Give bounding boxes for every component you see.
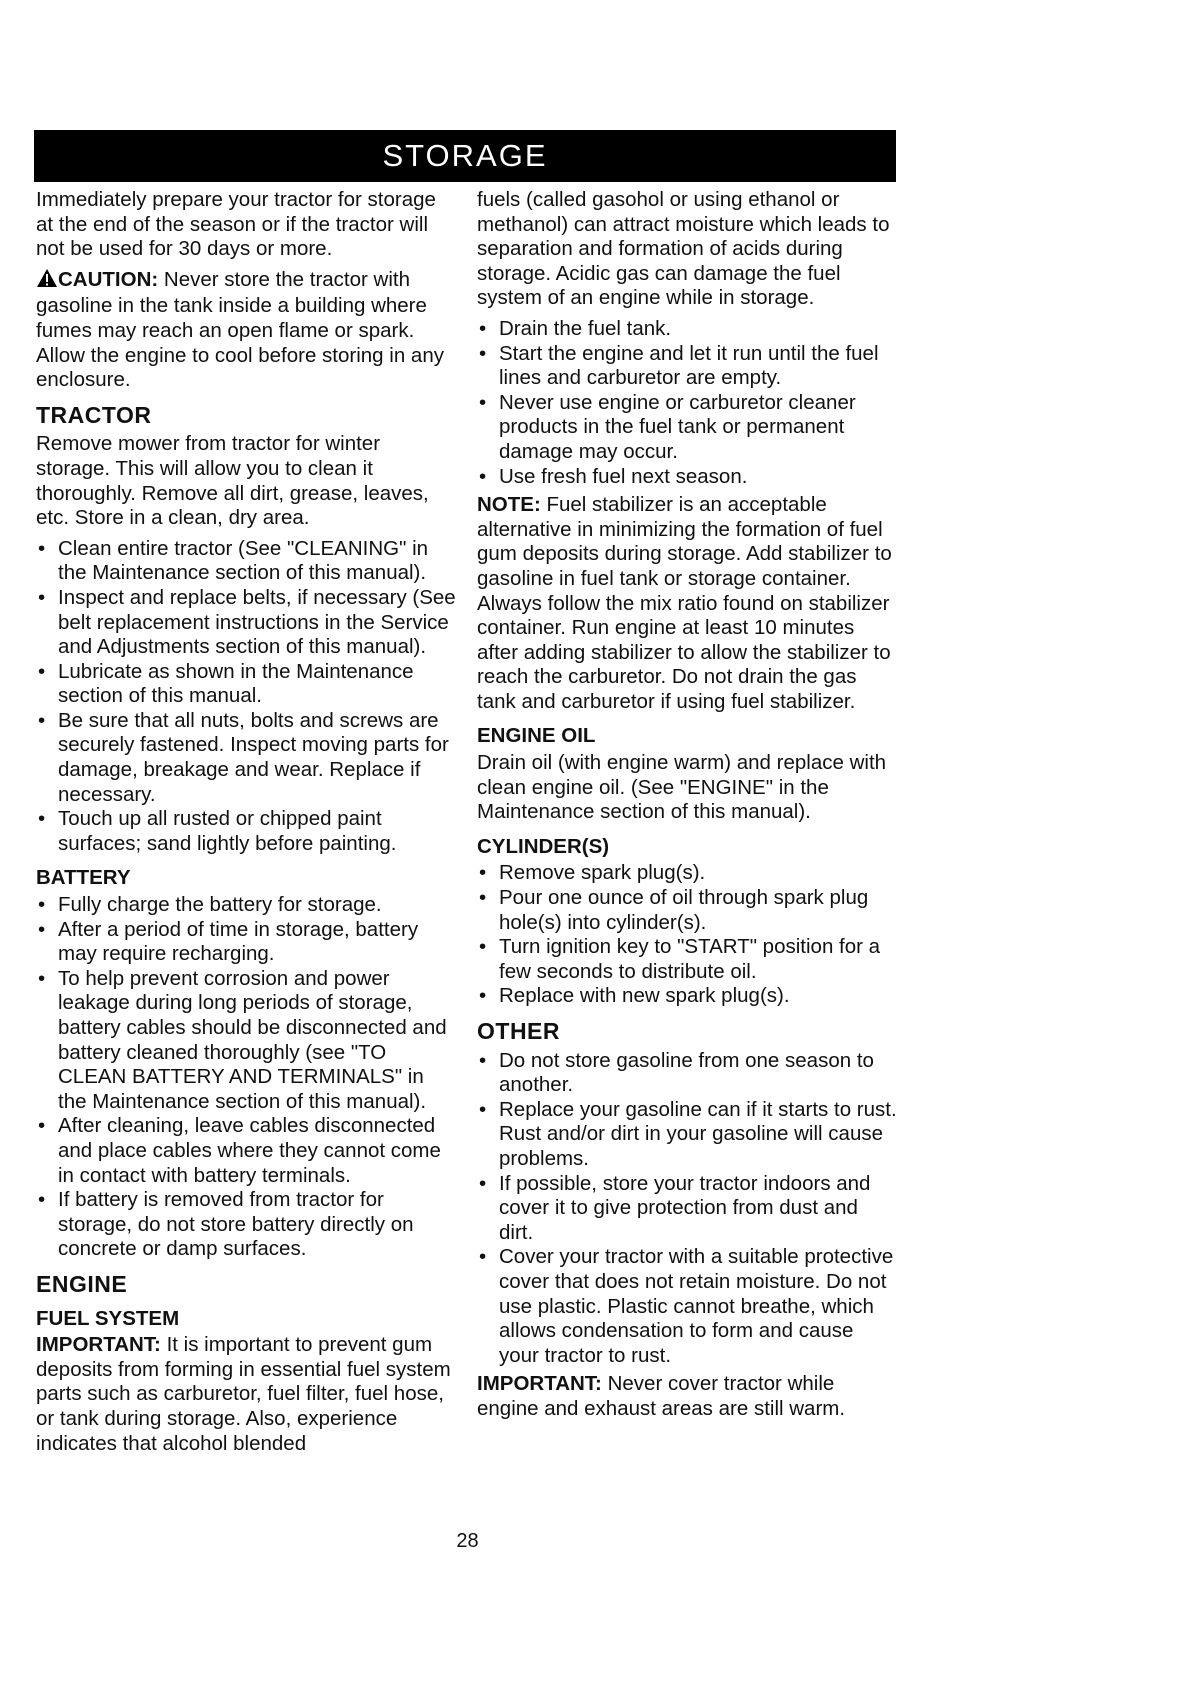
cylinders-list bbox=[477, 861, 897, 1009]
list-item: • Lubricate as shown in the Maintenance section of this manual. bbox=[36, 660, 456, 709]
right-column bbox=[477, 188, 897, 1428]
fuel-system-continued: fuels (called gasohol or using ethanol or methanol) can attract moisture which leads to separation and formation of acids during storage. Acidic gas can damage the fuel system of an engine while in storage. bbox=[477, 188, 890, 310]
list-item: • Replace with new spark plug(s). bbox=[477, 984, 897, 1009]
fuel-system-list bbox=[477, 317, 897, 489]
list-item: • If battery is removed from tractor for storage, do not store battery directly on concrete or damp surfaces. bbox=[36, 1188, 456, 1262]
intro-paragraph: Immediately prepare your tractor for storage at the end of the season or if the tractor will not be used for 30 days or more. bbox=[36, 188, 436, 261]
other-heading: OTHER bbox=[477, 1018, 560, 1044]
battery-heading: BATTERY bbox=[36, 866, 131, 890]
left-column bbox=[36, 188, 456, 1462]
caution-label: CAUTION: bbox=[58, 267, 159, 291]
list-item: • Clean entire tractor (See "CLEANING" in the Maintenance section of this manual). bbox=[36, 537, 456, 586]
list-item: • Never use engine or carburetor cleaner products in the fuel tank or permanent damage may occur. bbox=[477, 391, 897, 465]
important-label: IMPORTANT: bbox=[477, 1372, 602, 1396]
caution-paragraph bbox=[36, 268, 456, 393]
list-item: • Drain the fuel tank. bbox=[477, 317, 897, 342]
engine-oil-paragraph: Drain oil (with engine warm) and replace with clean engine oil. (See "ENGINE" in the Maintenance section of this manual). bbox=[477, 751, 887, 824]
engine-heading: ENGINE bbox=[36, 1270, 128, 1297]
list-item: • Pour one ounce of oil through spark plug hole(s) into cylinder(s). bbox=[477, 886, 897, 935]
tractor-heading: TRACTOR bbox=[36, 401, 152, 428]
note-label: NOTE: bbox=[477, 493, 541, 517]
list-item: • Do not store gasoline from one season to another. bbox=[477, 1049, 897, 1098]
list-item: • After cleaning, leave cables disconnected and place cables where they cannot come in contact with battery terminals. bbox=[36, 1114, 456, 1188]
list-item: • Start the engine and let it run until the fuel lines and carburetor are empty. bbox=[477, 342, 897, 391]
list-item: • Cover your tractor with a suitable protective cover that does not retain moisture. Do not use plastic. Plastic cannot breathe, which allows condensation to form and cause your tractor to rust. bbox=[477, 1245, 897, 1368]
caution-text: Never store the tractor with gasoline in the tank inside a building where fumes may reach an open flame or spark. Allow the engine to cool before storing in any enclosure. bbox=[36, 267, 444, 392]
list-item: • Turn ignition key to "START" position for a few seconds to distribute oil. bbox=[477, 935, 897, 984]
important-text: Never cover tractor while engine and exhaust areas are still warm. bbox=[477, 1372, 846, 1420]
list-item: • Inspect and replace belts, if necessary (See belt replacement instructions in the Service and Adjustments section of this manual). bbox=[36, 586, 456, 660]
list-item: • Be sure that all nuts, bolts and screws are securely fastened. Inspect moving parts for damage, breakage and wear. Replace if necessary. bbox=[36, 709, 456, 807]
tractor-list bbox=[36, 537, 456, 857]
list-item: • Fully charge the battery for storage. bbox=[36, 893, 456, 918]
page-title: STORAGE bbox=[34, 130, 896, 182]
warning-triangle-icon bbox=[36, 268, 58, 295]
list-item: • Touch up all rusted or chipped paint surfaces; sand lightly before painting. bbox=[36, 807, 456, 856]
fuel-system-heading: FUEL SYSTEM bbox=[36, 1306, 180, 1330]
list-item: • Remove spark plug(s). bbox=[477, 861, 897, 886]
fuel-system-text: It is important to prevent gum deposits from forming in essential fuel system parts such as carburetor, fuel filter, fuel hose, or tank during storage. Also, experience indicates that alcohol blended bbox=[36, 1333, 451, 1455]
list-item: • If possible, store your tractor indoors and cover it to give protection from dust and dirt. bbox=[477, 1172, 897, 1246]
page-number: 28 bbox=[456, 1530, 479, 1552]
important-paragraph bbox=[477, 1372, 897, 1421]
list-item: • Replace your gasoline can if it starts to rust. Rust and/or dirt in your gasoline will cause problems. bbox=[477, 1098, 897, 1172]
battery-list bbox=[36, 893, 456, 1262]
list-item: • To help prevent corrosion and power leakage during long periods of storage, battery cables should be disconnected and battery cleaned thoroughly (see "TO CLEAN BATTERY AND TERMINALS" in the Maintenance section of this manual). bbox=[36, 967, 456, 1115]
other-list bbox=[477, 1049, 897, 1369]
list-item: • Use fresh fuel next season. bbox=[477, 465, 897, 490]
note-text: Fuel stabilizer is an acceptable alternative in minimizing the formation of fuel gum deposits during storage. Add stabilizer to gasoline in fuel tank or storage container. Always follow the mix ratio found on stabilizer container. Run engine at least 10 minutes after adding stabilizer to allow the stabilizer to reach the carburetor. Do not drain the gas tank and carburetor if using fuel stabilizer. bbox=[477, 493, 892, 713]
important-label: IMPORTANT: bbox=[36, 1333, 161, 1357]
tractor-paragraph: Remove mower from tractor for winter storage. This will allow you to clean it thoroughly. Remove all dirt, grease, leaves, etc. Store in a clean, dry area. bbox=[36, 432, 429, 530]
cylinders-heading: CYLINDER(S) bbox=[477, 834, 610, 858]
engine-oil-heading: ENGINE OIL bbox=[477, 724, 596, 748]
list-item: • After a period of time in storage, battery may require recharging. bbox=[36, 918, 456, 967]
fuel-system-paragraph bbox=[36, 1333, 456, 1456]
note-paragraph bbox=[477, 493, 897, 714]
